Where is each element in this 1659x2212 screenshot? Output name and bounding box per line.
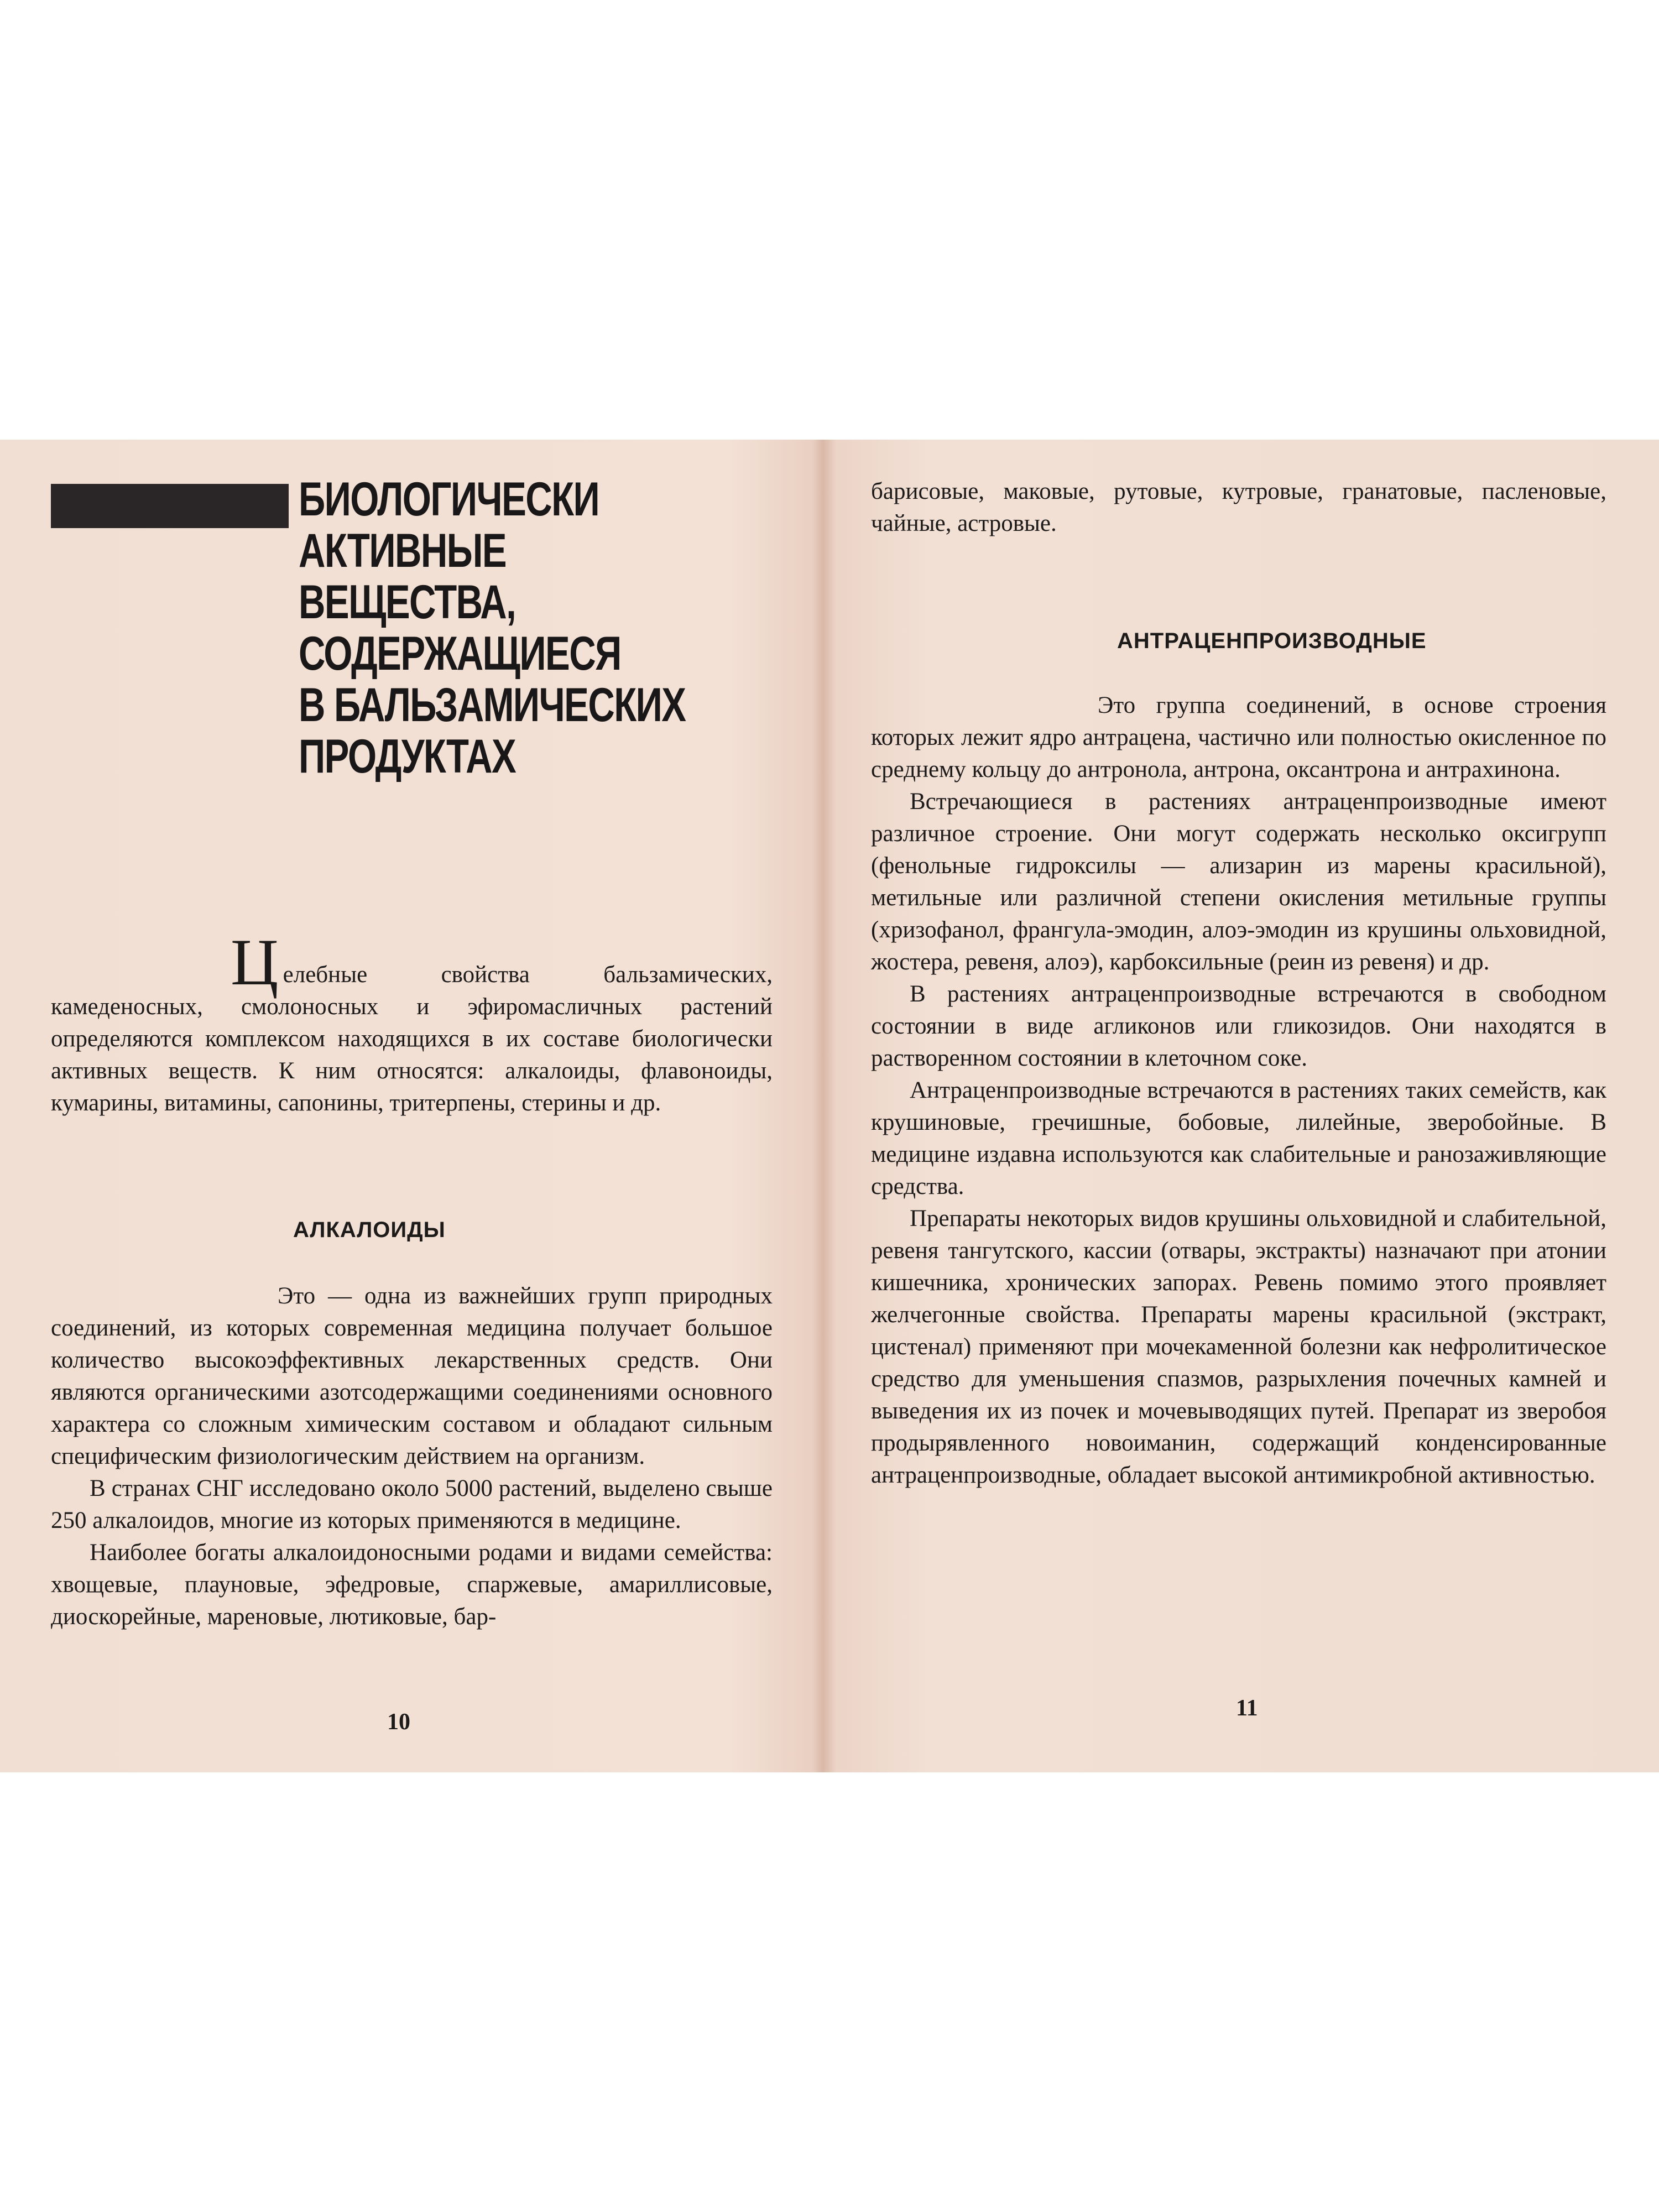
paragraph: Это — одна из важнейших групп природных соединений, из которых современная медицина получает большое количество высокоэффективных лекарственных средств. Они являются органическими азотсодержащими соединениями основного характера со сложным химическим составом и обладают сильным специфическим физиологическим действием на организм. [51, 1283, 773, 1469]
drop-cap: Ц [231, 925, 279, 999]
chapter-title-line: БИОЛОГИЧЕСКИ [299, 473, 599, 526]
left-page [0, 440, 818, 1772]
page-number-right: 11 [1236, 1695, 1258, 1721]
paragraph: Наиболее богаты алкалоидоносными родами и видами семейства: хвощевые, плауновые, эфедровые, спаржевые, амариллисовые, диоскорейные, мареновые, лютиковые, бар- [51, 1540, 773, 1630]
book-spread [0, 440, 1659, 1772]
paragraph: В странах СНГ исследовано около 5000 растений, выделено свыше 250 алкалоидов, многие из которых применяются в медицине. [51, 1475, 773, 1533]
paragraph: барисовые, маковые, рутовые, кутровые, гранатовые, пасленовые, чайные, астровые. [871, 478, 1606, 536]
chapter-title-line: В БАЛЬЗАМИЧЕСКИХ [299, 679, 686, 732]
paragraph: Встречающиеся в растениях антраценпроизводные имеют различное строение. Они могут содержать несколько оксигрупп (фенольные гидроксилы — ализарин из марены красильной), метильные или различной степени окисления метильные группы (хризофанол, франгула-эмодин, алоэ-эмодин из крушины ольховидной, жостера, ревеня, алоэ), карбоксильные (реин из ревеня) и др. [871, 789, 1606, 975]
right-page [818, 440, 1659, 1772]
heading-decoration-bar [51, 484, 289, 528]
section-heading-anthracene: АНТРАЦЕНПРОИЗВОДНЫЕ [1117, 629, 1427, 653]
anthracene-text [871, 690, 1606, 1491]
intro-text: елебные свойства бальзамических, камеденосных, смолоносных и эфиромасличных растений определяются комплексом находящихся в их составе биологически активных веществ. К ним относятся: алкалоиды, флавоноиды, кумарины, витамины, сапонины, тритерпены, стерины и др. [51, 962, 773, 1116]
paragraph: Препараты некоторых видов крушины ольховидной и слабительной, ревеня тангутского, кассии (отвары, экстракты) назначают при атонии кишечника, хронических запорах. Ревень помимо этого проявляет желчегонные свойства. Препараты марены красильной (экстракт, цистенал) применяют при мочекаменной болезни как нефролитическое средство для уменьшения спазмов, разрыхления почечных камней и выведения их из почек и мочевыводящих путей. Препарат из зверобоя продырявленного новоиманин, содержащий конденсированные антраценпроизводные, обладает высокой антимикробной активностью. [871, 1206, 1606, 1488]
section-heading-alkaloids: АЛКАЛОИДЫ [293, 1218, 446, 1242]
intro-paragraph [51, 925, 773, 1119]
continuation-text [871, 476, 1606, 540]
chapter-title [299, 474, 687, 782]
chapter-title-line: ПРОДУКТАХ [299, 730, 516, 783]
paragraph: В растениях антраценпроизводные встречаются в свободном состоянии в виде агликонов или гликозидов. Они находятся в растворенном состоянии в клеточном соке. [871, 981, 1606, 1071]
paragraph: Это группа соединений, в основе строения которых лежит ядро антрацена, частично или полностью окисленное по среднему кольцу до антронола, антрона, оксантрона и антрахинона. [871, 692, 1606, 782]
paragraph: Антраценпроизводные встречаются в растениях таких семейств, как крушиновые, гречишные, бобовые, лилейные, зверобойные. В медицине издавна используются как слабительные и ранозаживляющие средства. [871, 1077, 1606, 1199]
page-number-left: 10 [387, 1709, 410, 1735]
chapter-title-line: СОДЕРЖАЩИЕСЯ [299, 627, 621, 680]
alkaloids-text [51, 1280, 773, 1633]
chapter-title-line: АКТИВНЫЕ ВЕЩЕСТВА, [299, 524, 516, 629]
